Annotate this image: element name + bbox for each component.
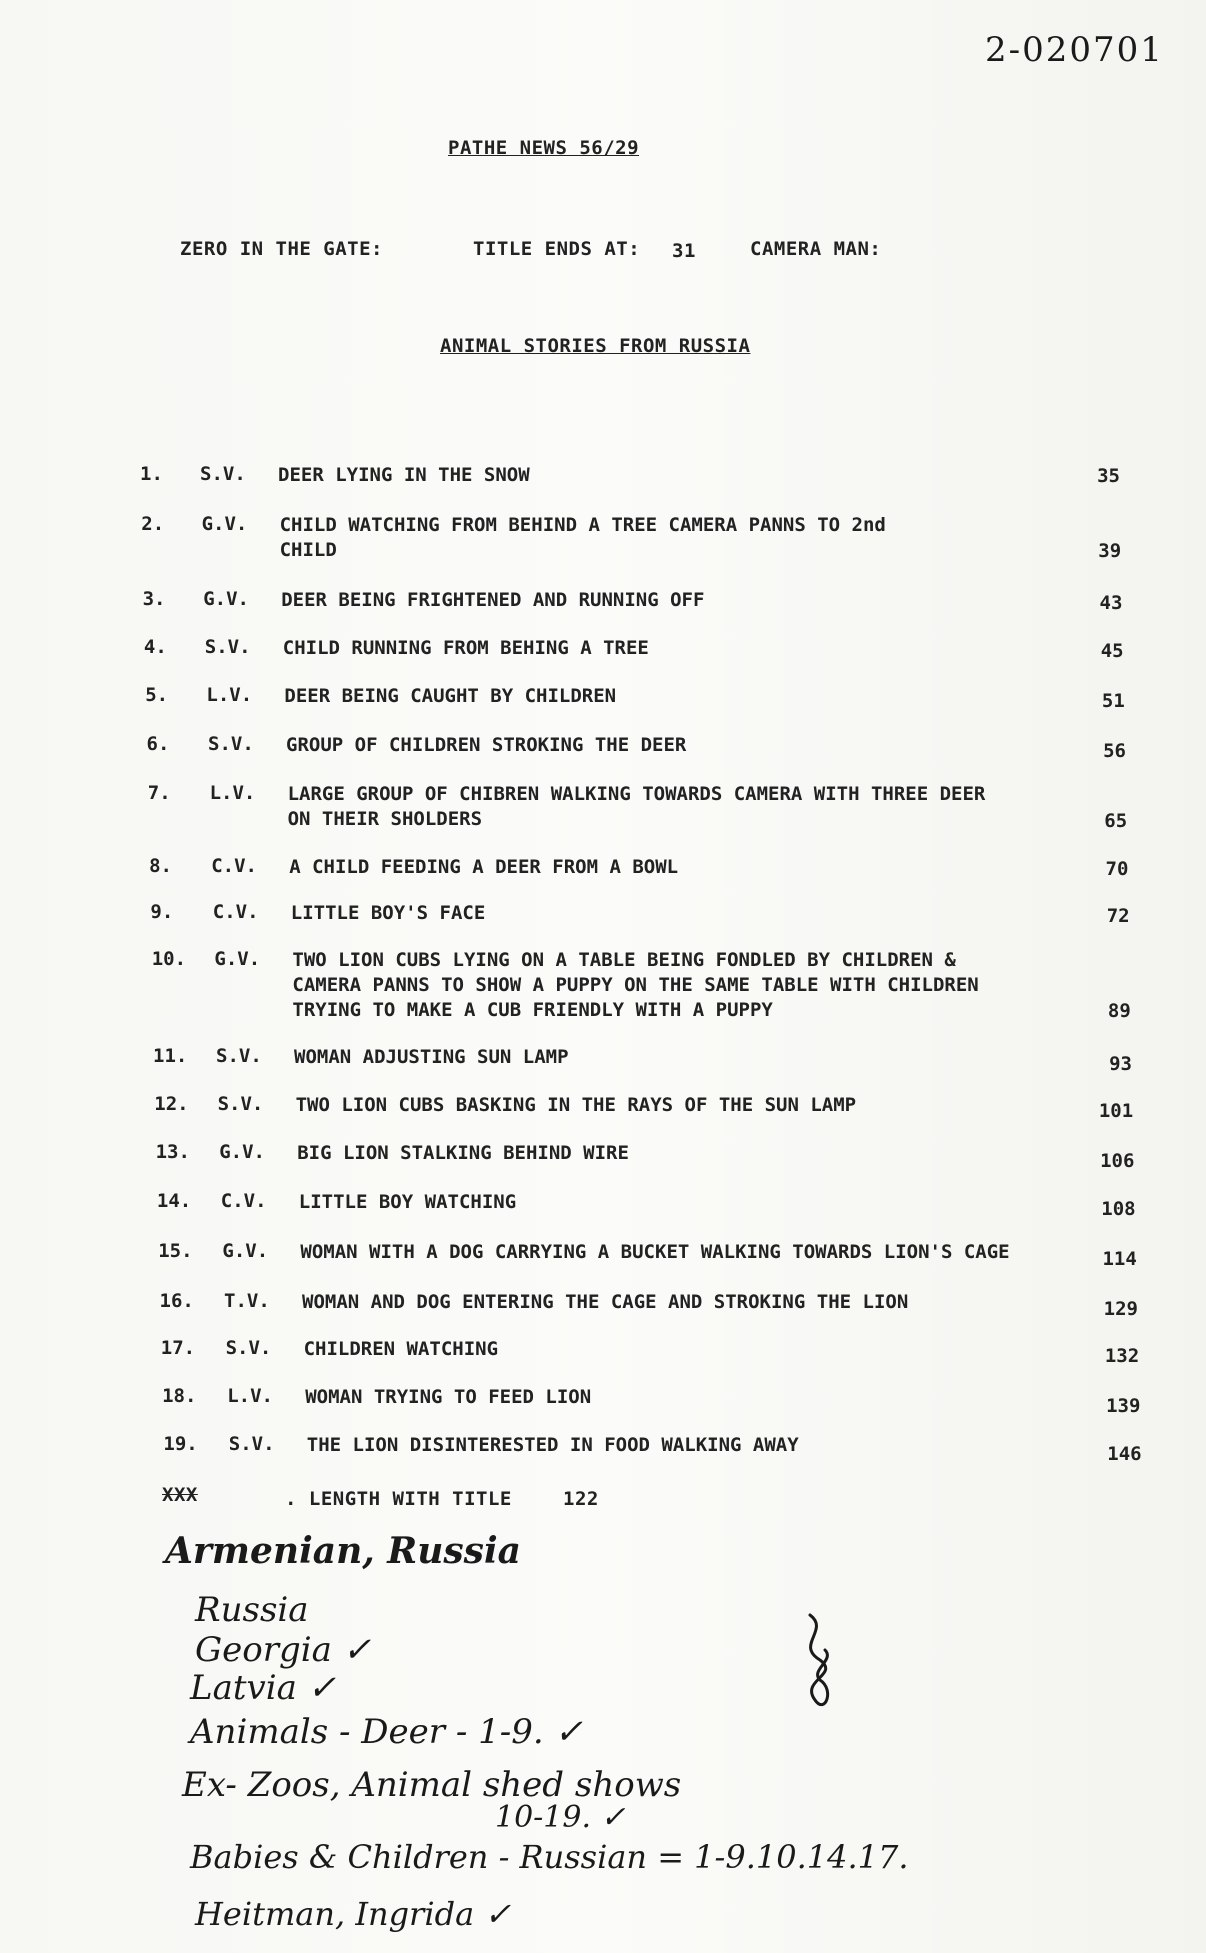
shot-number: 11. [153,1045,188,1067]
shot-description: CAMERA PANNS TO SHOW A PUPPY ON THE SAME TABLE WITH CHILDREN [292,974,979,996]
shot-footage: 108 [1101,1198,1136,1220]
initials-signature [790,1610,850,1720]
shot-number: 15. [158,1240,193,1262]
document-title: PATHE NEWS 56/29 [448,137,640,159]
catalogue-stamp: 2-020701 [985,30,1164,70]
shot-type: G.V. [219,1141,265,1163]
shot-number: 5. [145,684,169,706]
shot-type: C.V. [211,855,257,877]
shot-footage: 70 [1105,858,1129,880]
handwritten-note-6: Ex- Zoos, Animal shed shows [182,1765,682,1805]
shot-footage: 56 [1103,740,1126,762]
shot-description: THE LION DISINTERESTED IN FOOD WALKING AWAY [306,1434,799,1456]
shot-type: S.V. [204,636,251,658]
shot-number: 16. [159,1290,194,1312]
shot-number: 1. [140,463,163,485]
shot-footage: 72 [1106,905,1130,927]
shot-number: 17. [160,1337,196,1359]
shot-footage: 45 [1100,640,1124,662]
shot-footage: 93 [1109,1053,1132,1075]
shot-footage: 146 [1107,1443,1142,1465]
handwritten-note-5: Animals - Deer - 1-9. ✓ [190,1712,583,1752]
handwritten-note-4: Latvia ✓ [190,1668,337,1708]
shot-number: 13. [155,1141,190,1163]
shot-type: S.V. [217,1093,264,1115]
shot-description: CHILD [279,539,337,561]
shot-footage: 101 [1098,1100,1134,1122]
handwritten-note-1: Armenian, Russia [165,1530,521,1572]
shot-description: DEER BEING CAUGHT BY CHILDREN [284,685,617,707]
camera-man-label: CAMERA MAN: [750,238,882,260]
title-ends-value: 31 [672,240,696,262]
shot-footage: 39 [1098,540,1122,562]
shot-type: S.V. [216,1045,262,1067]
shot-type: T.V. [224,1290,270,1312]
shot-footage: 132 [1104,1345,1140,1367]
shot-description: A CHILD FEEDING A DEER FROM A BOWL [289,856,679,878]
shot-description: ON THEIR SHOLDERS [287,808,483,830]
shot-description: LITTLE BOY'S FACE [290,902,486,924]
shot-description: LITTLE BOY WATCHING [298,1191,517,1213]
shot-type: G.V. [214,948,261,970]
handwritten-note-7: 10-19. ✓ [495,1800,626,1835]
shot-type: G.V. [201,513,248,535]
shot-type: L.V. [206,684,253,706]
shot-footage: 51 [1101,690,1125,712]
shot-description: DEER LYING IN THE SNOW [278,464,530,486]
shot-type: L.V. [209,782,256,804]
shot-footage: 139 [1106,1395,1141,1417]
shot-type: S.V. [228,1433,275,1455]
shot-type: G.V. [203,588,249,610]
shot-number: 4. [143,636,167,658]
shot-description: WOMAN WITH A DOG CARRYING A BUCKET WALKING TOWARDS LION'S CAGE [300,1241,1010,1263]
length-value: 122 [563,1488,599,1510]
shot-description: CHILD WATCHING FROM BEHIND A TREE CAMERA PANNS TO 2nd [279,514,886,536]
shot-footage: 89 [1107,1000,1131,1022]
shot-number: 18. [162,1385,197,1407]
shot-type: S.V. [225,1337,272,1359]
shot-description: TRYING TO MAKE A CUB FRIENDLY WITH A PUPPY [292,999,773,1021]
shot-description: TWO LION CUBS LYING ON A TABLE BEING FONDLED BY CHILDREN & [292,949,956,971]
shot-number: 8. [149,855,172,877]
shot-description: LARGE GROUP OF CHIBREN WALKING TOWARDS CAMERA WITH THREE DEER [287,783,986,805]
shot-footage: 114 [1102,1248,1137,1270]
shot-description: GROUP OF CHILDREN STROKING THE DEER [286,734,687,756]
shot-number: 10. [151,948,187,970]
shot-number: 3. [142,588,166,610]
shot-number: 7. [147,782,171,804]
shot-type: S.V. [208,733,254,755]
shot-number: 19. [163,1433,198,1455]
shot-description: DEER BEING FRIGHTENED AND RUNNING OFF [281,589,705,611]
shot-footage: 129 [1103,1298,1138,1320]
handwritten-note-9: Heitman, Ingrida ✓ [195,1895,512,1933]
struck-text: XXX [162,1484,198,1506]
shot-type: G.V. [222,1240,269,1262]
shot-footage: 43 [1099,592,1123,614]
shot-footage: 65 [1104,810,1128,832]
zero-in-gate-label: ZERO IN THE GATE: [180,238,383,260]
handwritten-note-3: Georgia ✓ [195,1630,372,1670]
shot-type: L.V. [227,1385,273,1407]
shot-description: CHILD RUNNING FROM BEHING A TREE [282,637,649,659]
title-ends-label: TITLE ENDS AT: [473,238,641,260]
shot-number: 9. [150,901,174,923]
shot-type: C.V. [212,901,259,923]
handwritten-note-2: Russia [195,1590,309,1630]
story-subject: ANIMAL STORIES FROM RUSSIA [440,335,751,357]
shot-description: WOMAN AND DOG ENTERING THE CAGE AND STROKING THE LION [302,1291,909,1313]
shot-type: C.V. [220,1190,267,1212]
shot-description: BIG LION STALKING BEHIND WIRE [297,1142,629,1164]
shot-number: 2. [141,513,165,535]
shot-footage: 106 [1100,1150,1135,1172]
shot-description: WOMAN ADJUSTING SUN LAMP [294,1046,569,1068]
shot-number: 6. [146,733,170,755]
shot-description: TWO LION CUBS BASKING IN THE RAYS OF THE SUN LAMP [295,1094,857,1116]
shot-description: CHILDREN WATCHING [303,1338,499,1360]
length-label: . LENGTH WITH TITLE [285,1488,512,1510]
handwritten-note-8: Babies & Children - Russian = 1-9.10.14.17. [190,1838,909,1876]
shot-footage: 35 [1097,465,1120,487]
shot-number: 14. [156,1190,192,1212]
shot-type: S.V. [200,463,246,485]
shot-number: 12. [154,1093,189,1115]
shot-description: WOMAN TRYING TO FEED LION [305,1386,592,1408]
